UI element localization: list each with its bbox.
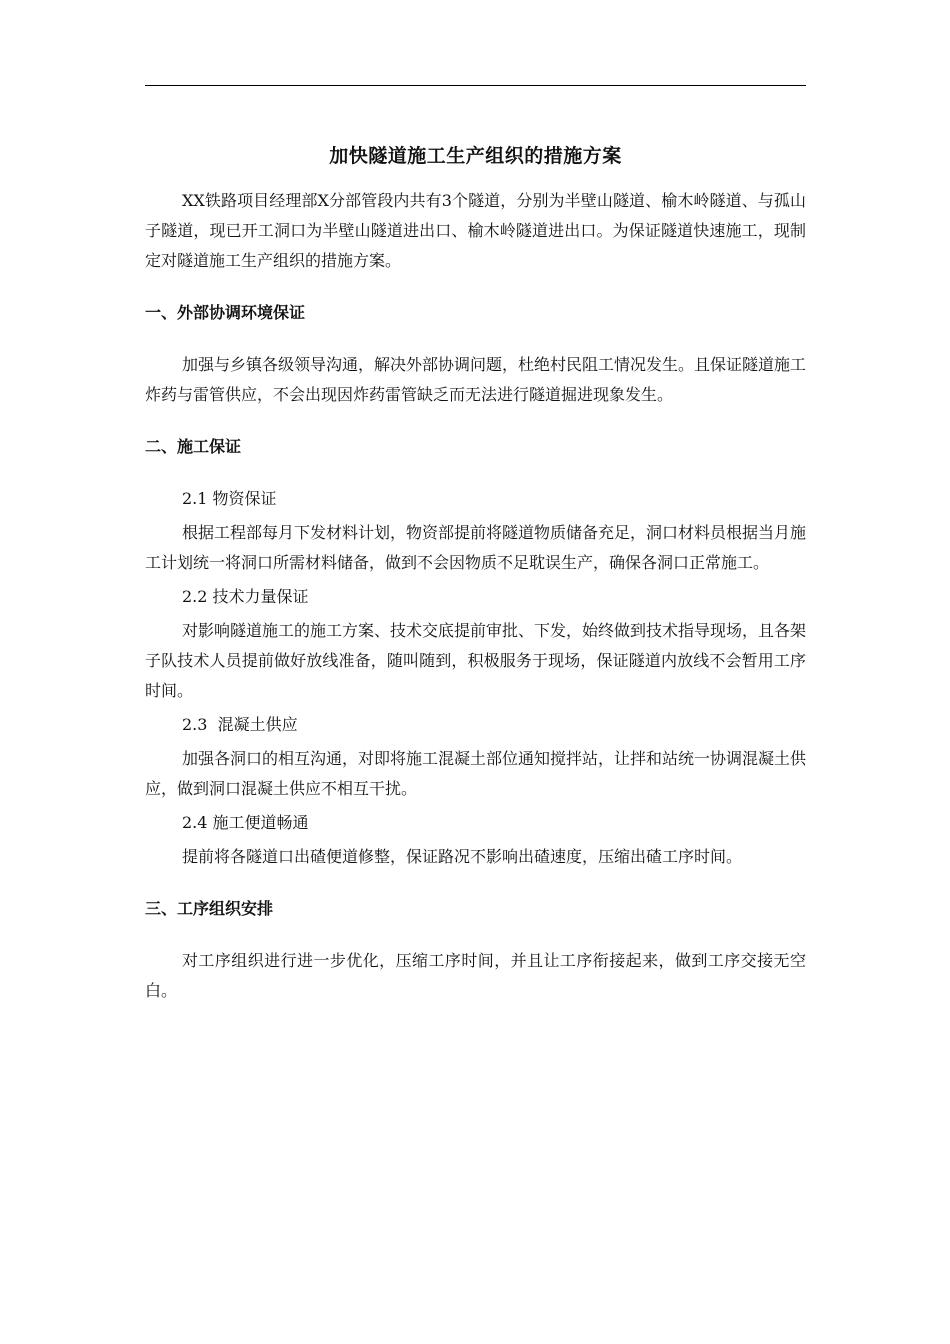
subsection-2-3-paragraph: 加强各洞口的相互沟通，对即将施工混凝土部位通知搅拌站，让拌和站统一协调混凝土供应，做到洞口混凝土供应不相互干扰。 <box>145 749 807 798</box>
section-2-heading: 二、施工保证 <box>145 437 242 456</box>
section-1-paragraph: 加强与乡镇各级领导沟通，解决外部协调问题，杜绝村民阻工情况发生。且保证隧道施工炸药与雷管供应，不会出现因炸药雷管缺乏而无法进行隧道掘进现象发生。 <box>145 355 807 404</box>
document-content <box>145 140 806 1006</box>
subsection-2-4-heading: 2.4 施工便道畅通 <box>182 813 309 832</box>
subsection-2-3-heading: 2.3 混凝土供应 <box>182 715 298 734</box>
subsection-2-2-paragraph: 对影响隧道施工的施工方案、技术交底提前审批、下发，始终做到技术指导现场，且各架子队技术人员提前做好放线准备，随叫随到，积极服务于现场，保证隧道内放线不会暂用工序时间。 <box>145 621 807 700</box>
subsection-2-4-paragraph: 提前将各隧道口出碴便道修整，保证路况不影响出碴速度，压缩出碴工序时间。 <box>182 847 743 866</box>
header-rule <box>145 85 806 86</box>
document-title: 加快隧道施工生产组织的措施方案 <box>329 145 622 167</box>
section-1-heading: 一、外部协调环境保证 <box>145 303 306 322</box>
subsection-2-1-heading: 2.1 物资保证 <box>182 489 277 508</box>
section-3-heading: 三、工序组织安排 <box>145 899 274 918</box>
subsection-2-1-paragraph: 根据工程部每月下发材料计划，物资部提前将隧道物质储备充足，洞口材料员根据当月施工计划统一将洞口所需材料储备，做到不会因物质不足耽误生产，确保各洞口正常施工。 <box>145 523 807 572</box>
intro-paragraph: XX铁路项目经理部X分部管段内共有3个隧道，分别为半壁山隧道、榆木岭隧道、与孤山子隧道，现已开工洞口为半壁山隧道进出口、榆木岭隧道进出口。为保证隧道快速施工，现制定对隧道施工生产组织的措施方案。 <box>145 191 806 270</box>
section-3-paragraph: 对工序组织进行进一步优化，压缩工序时间，并且让工序衔接起来，做到工序交接无空白。 <box>145 951 806 1000</box>
subsection-2-2-heading: 2.2 技术力量保证 <box>182 587 309 606</box>
